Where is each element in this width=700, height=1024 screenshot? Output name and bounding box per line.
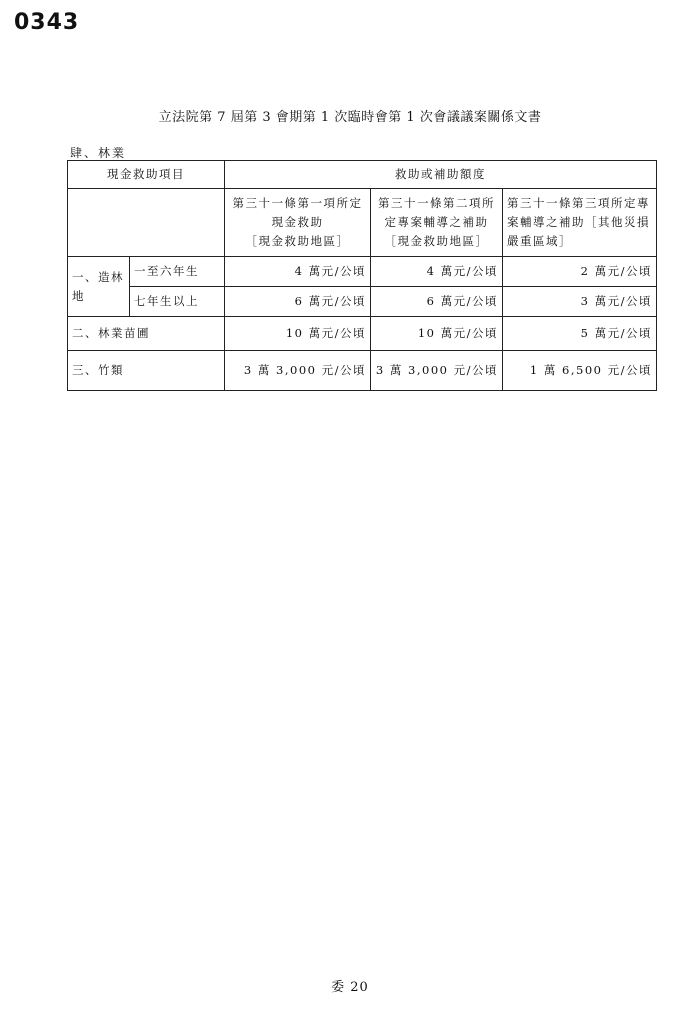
- table-subheader-row: [68, 189, 657, 257]
- document-header: 立法院第 7 屆第 3 會期第 1 次臨時會第 1 次會議議案關係文書: [158, 110, 542, 125]
- subheader-empty: [68, 189, 225, 257]
- row-value: 6 萬元/公頃: [225, 287, 371, 317]
- section-title: 肆、林業: [70, 146, 127, 160]
- page-number: 0343: [14, 10, 80, 35]
- row-value: 4 萬元/公頃: [225, 257, 371, 287]
- relief-table: [67, 160, 657, 391]
- row-value: 1 萬 6,500 元/公頃: [503, 351, 657, 391]
- column-header-1-note: ［現金救助地區］: [245, 234, 350, 248]
- row-value: 6 萬元/公頃: [371, 287, 503, 317]
- table-row: [68, 317, 657, 351]
- row-value: 3 萬 3,000 元/公頃: [371, 351, 503, 391]
- row-value: 5 萬元/公頃: [503, 317, 657, 351]
- row-value: 3 萬 3,000 元/公頃: [225, 351, 371, 391]
- row-subcategory: 七年生以上: [130, 287, 225, 317]
- row-value: 10 萬元/公頃: [225, 317, 371, 351]
- header-amount: 救助或補助額度: [225, 161, 657, 189]
- row-subcategory: 一至六年生: [130, 257, 225, 287]
- row-value: 4 萬元/公頃: [371, 257, 503, 287]
- header-item: 現金救助項目: [68, 161, 225, 189]
- page-footer: 委 20: [331, 980, 369, 995]
- table-row: [68, 257, 657, 287]
- column-header-3: [503, 189, 657, 257]
- row-category: 三、竹類: [68, 351, 225, 391]
- row-category: 一、造林地: [68, 257, 130, 317]
- column-header-2: [371, 189, 503, 257]
- table-row: [68, 287, 657, 317]
- column-header-3-text: 第三十一條第三項所定專案輔導之補助［其他災損嚴重區域］: [507, 196, 650, 248]
- row-value: 2 萬元/公頃: [503, 257, 657, 287]
- column-header-1: [225, 189, 371, 257]
- column-header-1-text: 第三十一條第一項所定現金救助: [232, 196, 363, 229]
- column-header-2-text: 第三十一條第二項所定專案輔導之補助［現金救助地區］: [378, 196, 495, 248]
- row-value: 10 萬元/公頃: [371, 317, 503, 351]
- row-value: 3 萬元/公頃: [503, 287, 657, 317]
- table-header-row: [68, 161, 657, 189]
- table-row: [68, 351, 657, 391]
- row-category: 二、林業苗圃: [68, 317, 225, 351]
